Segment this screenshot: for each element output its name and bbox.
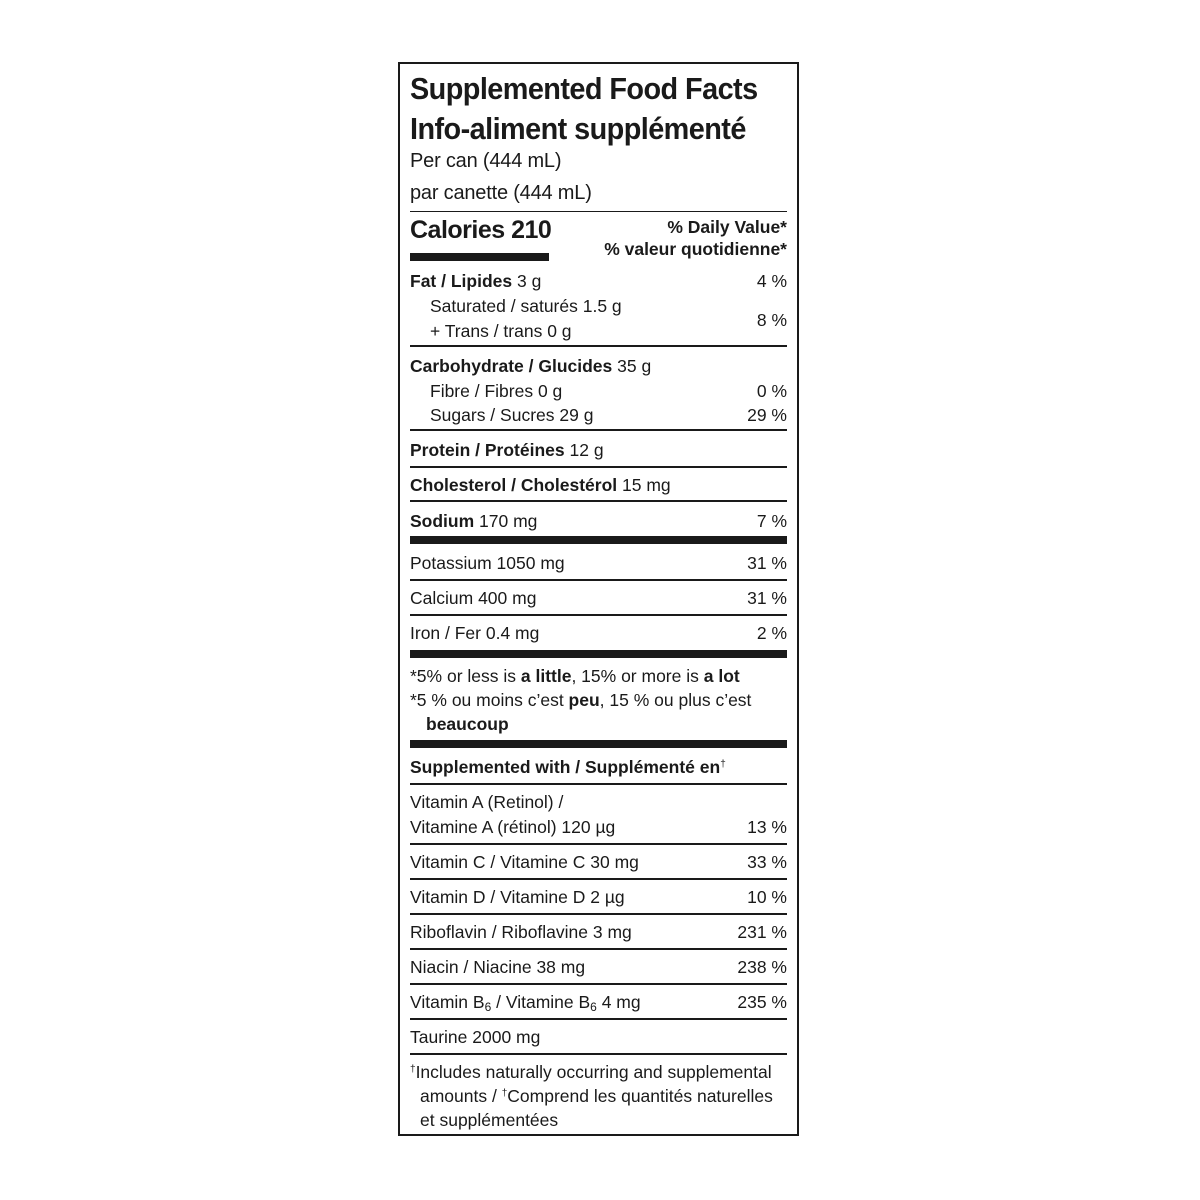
carbohydrate-amount: 35 g xyxy=(617,356,652,376)
riboflavin-dv: 231 % xyxy=(737,922,787,942)
footnote-french xyxy=(410,688,787,712)
potassium-row xyxy=(410,551,787,575)
calcium-dv: 31 % xyxy=(747,588,787,608)
divider xyxy=(410,1053,787,1055)
vitamin-b6-text: / Vitamine B xyxy=(491,992,591,1012)
supplemented-header-label: Supplemented with / Supplémenté en xyxy=(410,757,721,777)
fibre-row xyxy=(410,379,787,403)
protein-amount: 12 g xyxy=(569,440,604,460)
dagger-mark: † xyxy=(410,1064,416,1075)
vitamin-b6-dv: 235 % xyxy=(737,992,787,1012)
supplemented-header xyxy=(410,755,787,779)
protein-label: Protein / Protéines xyxy=(410,440,565,460)
cholesterol-amount: 15 mg xyxy=(622,475,671,495)
daily-value-french: % valeur quotidienne* xyxy=(604,239,787,259)
footnote-text: *5% or less is xyxy=(410,666,521,686)
daily-value-english: % Daily Value* xyxy=(667,217,787,237)
vitamin-c-label: Vitamin C / Vitamine C 30 mg xyxy=(410,852,639,872)
sodium-label: Sodium xyxy=(410,511,475,531)
dagger-mark: † xyxy=(501,1088,508,1099)
divider xyxy=(410,579,787,581)
footnote-french-end: beaucoup xyxy=(426,714,509,734)
nutrition-facts-panel xyxy=(398,62,799,1136)
divider xyxy=(410,466,787,468)
divider xyxy=(410,913,787,915)
carbohydrate-label: Carbohydrate / Glucides xyxy=(410,356,613,376)
divider xyxy=(410,983,787,985)
footnote-english xyxy=(410,664,787,688)
title-french: Info-aliment supplémenté xyxy=(410,111,746,146)
bottom-note-text: Includes naturally occurring and supplemental xyxy=(415,1062,772,1082)
subscript: 6 xyxy=(484,1000,492,1014)
vitamin-a-label: Vitamine A (rétinol) 120 µg xyxy=(410,817,616,837)
sugars-label: Sugars / Sucres 29 g xyxy=(430,405,594,425)
calcium-label: Calcium 400 mg xyxy=(410,588,537,608)
iron-row xyxy=(410,621,787,645)
sodium-dv: 7 % xyxy=(756,511,787,531)
thick-divider xyxy=(410,536,787,544)
niacin-row xyxy=(410,955,787,979)
calories-label: Calories 210 xyxy=(410,216,552,244)
divider xyxy=(410,500,787,502)
footnote-emphasis: a lot xyxy=(703,666,740,686)
calcium-row xyxy=(410,586,787,610)
iron-dv: 2 % xyxy=(756,623,787,643)
saturated-row: Saturated / saturés 1.5 g xyxy=(430,296,622,316)
vitamin-b6-text: Vitamin B xyxy=(410,992,485,1012)
fat-amount: 3 g xyxy=(516,271,542,291)
footnote-emphasis: a little xyxy=(520,666,572,686)
cholesterol-label: Cholesterol / Cholestérol xyxy=(410,475,618,495)
fibre-dv: 0 % xyxy=(756,381,787,401)
potassium-label: Potassium 1050 mg xyxy=(410,553,565,573)
title-english: Supplemented Food Facts xyxy=(410,71,758,106)
trans-row: + Trans / trans 0 g xyxy=(430,321,572,341)
vitamin-d-dv: 10 % xyxy=(747,887,787,907)
sat-trans-dv: 8 % xyxy=(756,310,787,330)
footnote-text: *5 % ou moins c’est xyxy=(410,690,569,710)
potassium-dv: 31 % xyxy=(747,553,787,573)
fibre-label: Fibre / Fibres 0 g xyxy=(430,381,563,401)
vitamin-a-dv: 13 % xyxy=(747,817,787,837)
divider xyxy=(410,843,787,845)
divider xyxy=(410,429,787,431)
vitamin-c-dv: 33 % xyxy=(747,852,787,872)
vitamin-b6-label xyxy=(410,992,641,1012)
bottom-note-line1 xyxy=(410,1060,787,1084)
vitamin-d-row xyxy=(410,885,787,909)
taurine-row: Taurine 2000 mg xyxy=(410,1027,541,1047)
cholesterol-row xyxy=(410,473,787,497)
vitamin-b6-row xyxy=(410,990,787,1014)
calories-bar xyxy=(410,253,549,261)
fat-row xyxy=(410,269,787,293)
divider xyxy=(410,1018,787,1020)
riboflavin-row xyxy=(410,920,787,944)
divider xyxy=(410,345,787,347)
bottom-note-text: amounts / xyxy=(420,1086,502,1106)
protein-row xyxy=(410,438,787,462)
sodium-row xyxy=(410,509,787,533)
thick-divider xyxy=(410,650,787,658)
vitamin-a-row xyxy=(410,815,787,839)
footnote-emphasis: peu xyxy=(568,690,600,710)
divider xyxy=(410,878,787,880)
vitamin-b6-text: 4 mg xyxy=(596,992,641,1012)
carbohydrate-row xyxy=(410,354,787,378)
fat-label: Fat / Lipides xyxy=(410,271,513,291)
footnote-text: , 15 % ou plus c’est xyxy=(599,690,752,710)
sugars-dv: 29 % xyxy=(747,405,787,425)
serving-size-french: par canette (444 mL) xyxy=(410,182,592,204)
bottom-note-text: Comprend les quantités naturelles xyxy=(507,1086,773,1106)
bottom-note-line2 xyxy=(410,1084,787,1108)
divider xyxy=(410,783,787,785)
daily-value-header xyxy=(604,216,787,260)
riboflavin-label: Riboflavin / Riboflavine 3 mg xyxy=(410,922,632,942)
thick-divider xyxy=(410,740,787,748)
divider xyxy=(410,948,787,950)
iron-label: Iron / Fer 0.4 mg xyxy=(410,623,540,643)
divider xyxy=(410,211,787,212)
vitamin-d-label: Vitamin D / Vitamine D 2 µg xyxy=(410,887,625,907)
vitamin-a-line1: Vitamin A (Retinol) / xyxy=(410,792,564,812)
sodium-amount: 170 mg xyxy=(479,511,538,531)
divider xyxy=(410,614,787,616)
niacin-label: Niacin / Niacine 38 mg xyxy=(410,957,586,977)
vitamin-c-row xyxy=(410,850,787,874)
dagger-mark: † xyxy=(720,759,726,770)
subscript: 6 xyxy=(590,1000,597,1014)
bottom-note-line3: et supplémentées xyxy=(420,1110,559,1130)
sugars-row xyxy=(410,403,787,427)
footnote-text: , 15% or more is xyxy=(571,666,704,686)
serving-size-english: Per can (444 mL) xyxy=(410,150,562,172)
niacin-dv: 238 % xyxy=(737,957,787,977)
fat-dv: 4 % xyxy=(756,271,787,291)
